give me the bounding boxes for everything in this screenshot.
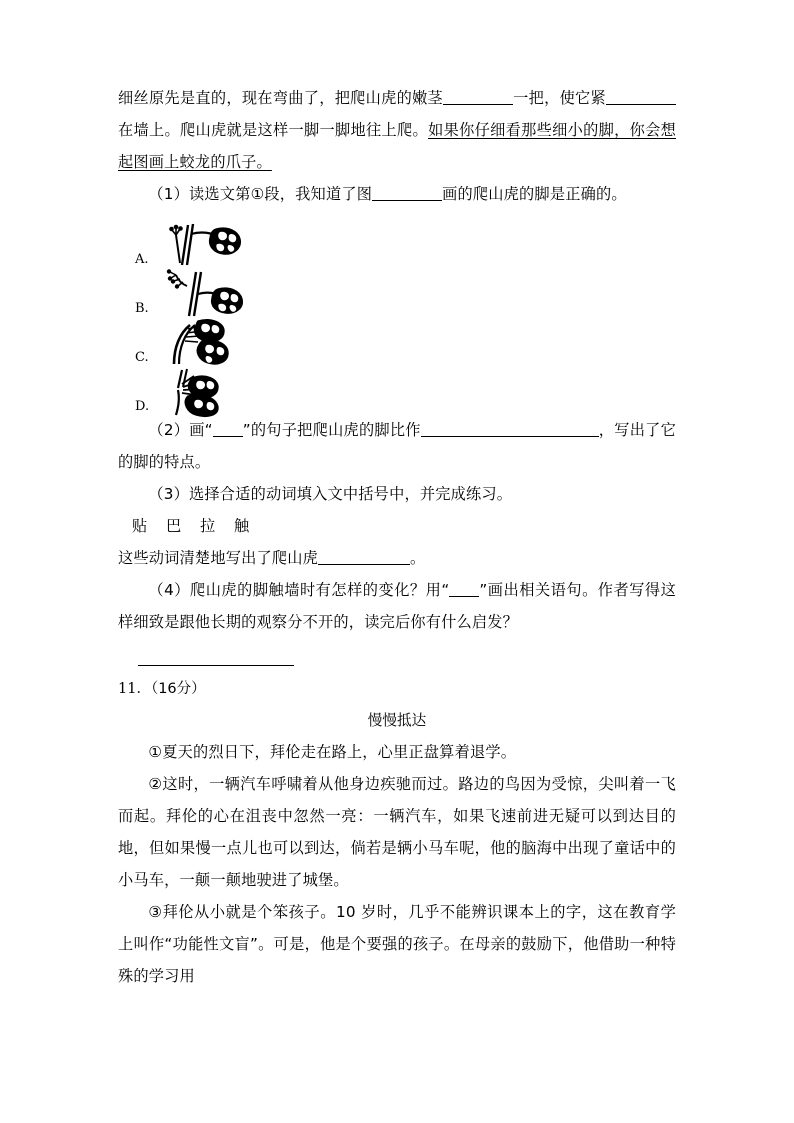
fill-blank-3[interactable] (372, 200, 442, 201)
question-2 (118, 414, 676, 478)
question-1 (118, 178, 676, 210)
fill-blank-1[interactable] (443, 104, 513, 105)
question-3-followup (118, 542, 676, 574)
question-2-text-middle: ”的句子把爬山虎的脚比作 (242, 421, 421, 439)
question-2-text-after: ，写出了它的脚的特点。 (118, 421, 676, 471)
option-c-row[interactable] (118, 316, 676, 365)
quoted-blank-1 (213, 436, 243, 437)
option-b-row[interactable] (118, 267, 676, 316)
option-d-row[interactable] (118, 365, 676, 414)
question-1-text-before: 读选文第①段，我知道了图 (189, 185, 373, 203)
answer-rule (138, 664, 294, 666)
passage-line-2-plain: 爬山虎就是这样一脚一脚地往上爬。 (180, 121, 429, 139)
passage-line-1a: 细丝原先是直的，现在弯曲了，把爬山虎的嫩茎 (118, 89, 444, 107)
answer-write-line[interactable] (118, 638, 676, 668)
question-2-text-before: 画“ (189, 421, 213, 439)
reading-paragraph-3: ③拜伦从小就是个笨孩子。10 岁时，几乎不能辨识课本上的字，这在教育学上叫作“功能性文盲”。可是，他是个要强的孩子。在母亲的鼓励下，他借助一种特殊的学习用 (118, 903, 676, 985)
fill-blank-2[interactable] (606, 104, 676, 105)
question-3-followup-before: 这些动词清楚地写出了爬山虎 (118, 549, 319, 567)
reading-paragraph-2: ②这时，一辆汽车呼啸着从他身边疾驰而过。路边的鸟因为受惊，尖叫着一飞而起。拜伦的心在沮丧中忽然一亮：一辆汽车，如果飞速前进无疑可以到达目的地，但如果慢一点儿也可以到达，倘若是辆小马车呢，他的脑海中出现了童话中的小马车，一颠一颠地驶进了城堡。 (118, 775, 676, 889)
passage-line-1c: 在墙上。 (118, 121, 181, 139)
ivy-illustration-d-icon (158, 366, 250, 418)
passage-excerpt (118, 82, 676, 178)
question-3-followup-after: 。 (410, 549, 426, 567)
question-1-text-after: 画的爬山虎的脚是正确的。 (442, 185, 627, 203)
question-2-number: （2） (148, 421, 190, 439)
fill-blank-5[interactable] (318, 564, 410, 565)
question-3-text: 选择合适的动词填入文中括号中，并完成练习。 (189, 485, 513, 503)
option-b-label: B. (135, 301, 149, 316)
question-11-number: 11． (118, 681, 151, 697)
question-4-number: （4） (148, 581, 190, 599)
passage-line-2-underlined: 如果你仔细看那些细小的脚，你会想起图画上蛟龙的爪子。 (118, 121, 676, 171)
passage-line-1b: 一把，使它紧 (513, 89, 607, 107)
question-11-score: （16分） (150, 681, 206, 697)
verb-choices: 贴 巴 拉 触 (132, 517, 257, 535)
question-4-text-after: ”画出相关语句。作者写得这样细致是跟他长期的观察分不开的，读完后你有什么启发？ (118, 581, 676, 631)
option-d-label: D. (135, 399, 150, 414)
page-content (118, 82, 676, 992)
question-4 (118, 574, 676, 638)
ivy-illustration-c-icon (158, 317, 250, 369)
question-11-heading (118, 674, 676, 704)
question-3 (118, 478, 676, 510)
option-a-row[interactable] (118, 218, 676, 267)
quoted-blank-2 (449, 596, 479, 597)
question-4-text-before: 爬山虎的脚触墙时有怎样的变化？用“ (190, 581, 450, 599)
question-3-number: （3） (148, 485, 190, 503)
reading-paragraph-1: ①夏天的烈日下，拜伦走在路上，心里正盘算着退学。 (148, 743, 517, 761)
ivy-illustration-a-icon (158, 219, 250, 271)
option-c-label: C. (135, 350, 149, 365)
reading-title: 慢慢抵达 (367, 712, 427, 729)
ivy-illustration-b-icon (158, 268, 250, 320)
image-options-group (118, 218, 676, 414)
fill-blank-4[interactable] (421, 436, 599, 437)
question-1-number: （1） (148, 185, 190, 203)
option-a-label: A. (135, 252, 149, 267)
